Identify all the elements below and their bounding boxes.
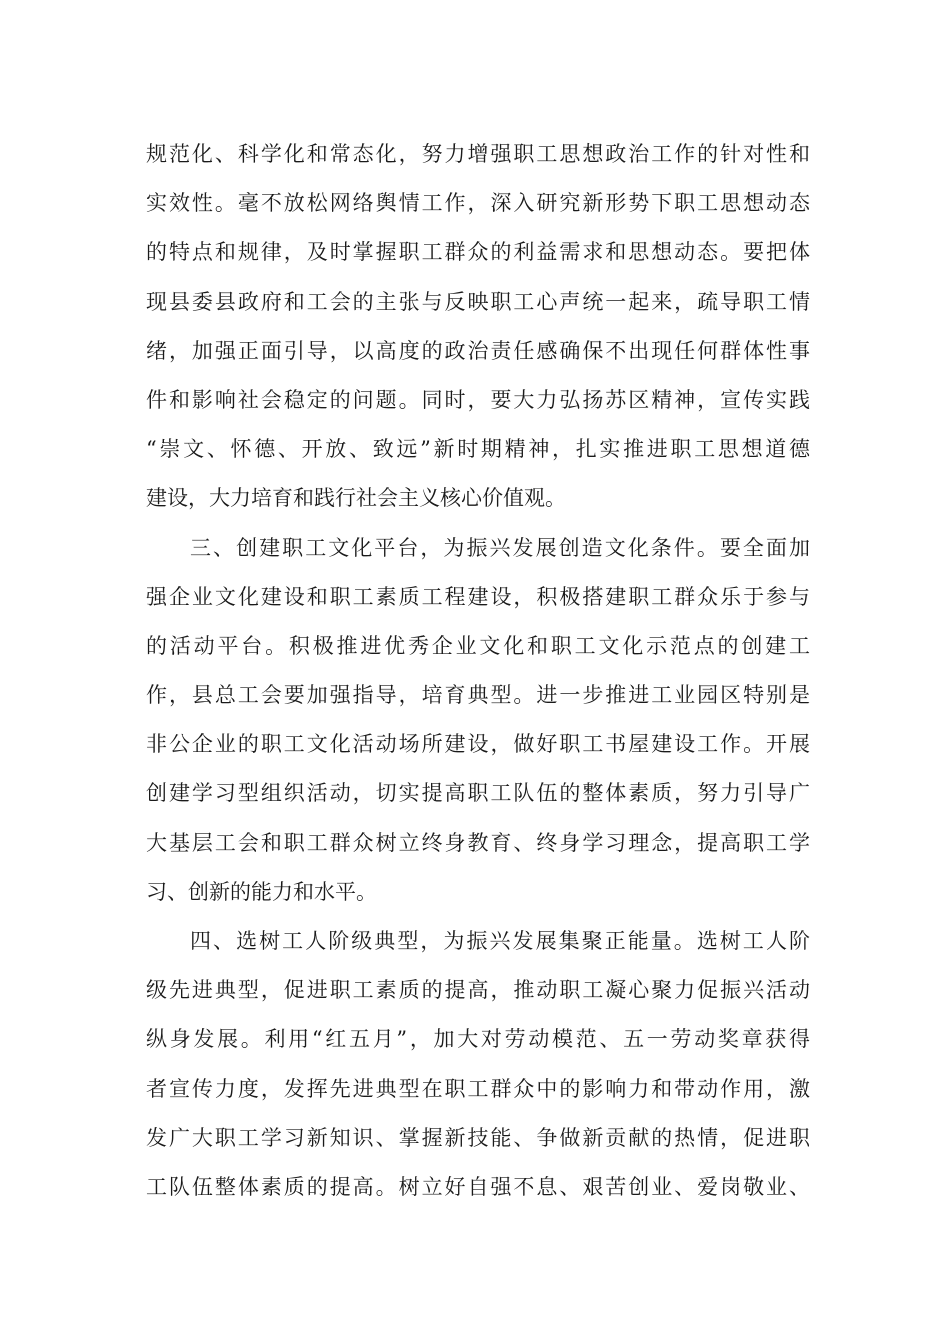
text-line: 件和影响社会稳定的问题。同时，要大力弘扬苏区精神，宣传实践: [146, 387, 810, 412]
text-line: 绪，加强正面引导，以高度的政治责任感确保不出现任何群体性事: [146, 338, 810, 363]
text-line: 的特点和规律，及时掌握职工群众的利益需求和思想动态。要把体: [146, 240, 810, 265]
text-line: 纵身发展。利用“红五月”，加大对劳动模范、五一劳动奖章获得: [146, 1027, 810, 1052]
section-heading-line: 三、创建职工文化平台，为振兴发展创造文化条件。要全面加: [190, 535, 810, 560]
text-line: 建设，大力培育和践行社会主义核心价值观。: [146, 486, 566, 511]
text-line: “崇文、怀德、开放、致远”新时期精神，扎实推进职工思想道德: [146, 437, 810, 462]
text-line: 工队伍整体素质的提高。树立好自强不息、艰苦创业、爱岗敬业、: [146, 1174, 810, 1199]
text-line: 者宣传力度，发挥先进典型在职工群众中的影响力和带动作用，激: [146, 1076, 810, 1101]
text-line: 创建学习型组织活动，切实提高职工队伍的整体素质，努力引导广: [146, 781, 810, 806]
text-line: 实效性。毫不放松网络舆情工作，深入研究新形势下职工思想动态: [146, 191, 810, 216]
text-line: 非公企业的职工文化活动场所建设，做好职工书屋建设工作。开展: [146, 732, 810, 757]
text-line: 现县委县政府和工会的主张与反映职工心声统一起来，疏导职工情: [146, 289, 810, 314]
text-line: 规范化、科学化和常态化，努力增强职工思想政治工作的针对性和: [146, 142, 810, 166]
text-line: 发广大职工学习新知识、掌握新技能、争做新贡献的热情，促进职: [146, 1125, 810, 1150]
body-text: [146, 130, 810, 1212]
text-line: 强企业文化建设和职工素质工程建设，积极搭建职工群众乐于参与: [146, 584, 810, 609]
text-line: 级先进典型，促进职工素质的提高，推动职工凝心聚力促振兴活动: [146, 978, 810, 1003]
text-line: 习、创新的能力和水平。: [146, 879, 377, 904]
text-line: 的活动平台。积极推进优秀企业文化和职工文化示范点的创建工: [146, 633, 810, 658]
text-line: 作，县总工会要加强指导，培育典型。进一步推进工业园区特别是: [146, 683, 810, 708]
text-line: 大基层工会和职工群众树立终身教育、终身学习理念，提高职工学: [146, 830, 810, 855]
section-heading-line: 四、选树工人阶级典型，为振兴发展集聚正能量。选树工人阶: [190, 929, 810, 953]
